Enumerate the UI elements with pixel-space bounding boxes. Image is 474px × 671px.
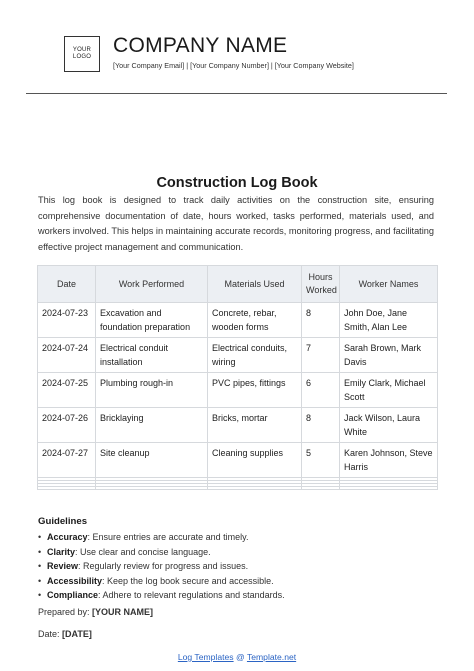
table-header-row (38, 266, 438, 303)
cell-date: 2024-07-25 (38, 373, 96, 408)
table-row (38, 443, 438, 478)
footer-attribution (0, 652, 474, 662)
cell-work-performed: Excavation and foundation preparation (96, 303, 208, 338)
date-line (38, 629, 92, 639)
column-header-worker-names: Worker Names (340, 266, 438, 303)
guideline-term: Review (47, 561, 79, 572)
cell-hours-worked: 6 (302, 373, 340, 408)
cell-date: 2024-07-26 (38, 408, 96, 443)
cell-date: 2024-07-27 (38, 443, 96, 478)
cell-worker-names: Karen Johnson, Steve Harris (340, 443, 438, 478)
guideline-text: : Adhere to relevant regulations and standards. (98, 590, 285, 601)
cell-worker-names: Sarah Brown, Mark Davis (340, 338, 438, 373)
intro-paragraph: This log book is designed to track daily activities on the construction site, ensuring comprehensive documentation of date, hours worked, tasks performed, materials used, and workers involved. This helps in maintaining accurate records, monitoring progress, and facilitating effective project management and communication. (38, 195, 434, 252)
guideline-term: Clarity (47, 546, 76, 557)
cell-materials-used: Electrical conduits, wiring (208, 338, 302, 373)
bullet-icon: • (38, 575, 42, 586)
date-value: [DATE] (62, 629, 92, 639)
empty-table-row (38, 487, 438, 490)
logo-text-line1: YOUR (72, 47, 92, 53)
cell-work-performed: Site cleanup (96, 443, 208, 478)
guideline-text: : Regularly review for progress and issues. (78, 561, 249, 572)
prepared-by-line (38, 607, 153, 617)
list-item (38, 530, 285, 545)
cell-materials-used: Cleaning supplies (208, 443, 302, 478)
footer-separator: @ (233, 652, 247, 662)
guideline-term: Accuracy (47, 532, 88, 542)
guidelines-heading: Guidelines (38, 516, 88, 527)
guideline-term: Compliance (47, 590, 99, 601)
guidelines-list (38, 530, 285, 603)
cell-work-performed: Electrical conduit installation (96, 338, 208, 373)
cell-date: 2024-07-23 (38, 303, 96, 338)
list-item (38, 545, 285, 560)
column-header-date: Date (38, 266, 96, 303)
construction-log-table (37, 265, 438, 490)
cell-materials-used: Bricks, mortar (208, 408, 302, 443)
template-net-link[interactable]: Template.net (246, 652, 297, 662)
prepared-by-label: Prepared by: (38, 607, 90, 617)
table-row (38, 303, 438, 338)
bullet-icon: • (38, 532, 42, 542)
list-item (38, 588, 285, 603)
guideline-text: : Use clear and concise language. (75, 546, 211, 557)
cell-hours-worked: 8 (302, 303, 340, 338)
cell-work-performed: Bricklaying (96, 408, 208, 443)
cell-hours-worked: 8 (302, 408, 340, 443)
bullet-icon: • (38, 546, 42, 557)
date-label: Date: (38, 629, 60, 639)
guideline-text: : Ensure entries are accurate and timely. (87, 532, 249, 542)
list-item (38, 559, 285, 574)
column-header-hours-worked: Hours Worked (302, 266, 340, 303)
cell-hours-worked: 7 (302, 338, 340, 373)
cell-date: 2024-07-24 (38, 338, 96, 373)
cell-worker-names: Jack Wilson, Laura White (340, 408, 438, 443)
table-row (38, 373, 438, 408)
table-row (38, 408, 438, 443)
cell-materials-used: Concrete, rebar, wooden forms (208, 303, 302, 338)
cell-worker-names: Emily Clark, Michael Scott (340, 373, 438, 408)
list-item (38, 574, 285, 589)
cell-worker-names: John Doe, Jane Smith, Alan Lee (340, 303, 438, 338)
company-name: COMPANY NAME (113, 34, 288, 57)
document-title: Construction Log Book (156, 175, 318, 191)
guideline-term: Accessibility (47, 575, 103, 586)
header-divider (26, 93, 447, 94)
cell-materials-used: PVC pipes, fittings (208, 373, 302, 408)
cell-hours-worked: 5 (302, 443, 340, 478)
table-row (38, 338, 438, 373)
company-contact-line: [Your Company Email] | [Your Company Number] | [Your Company Website] (113, 61, 354, 70)
column-header-work-performed: Work Performed (96, 266, 208, 303)
company-logo (64, 36, 100, 72)
bullet-icon: • (38, 590, 42, 601)
cell-work-performed: Plumbing rough-in (96, 373, 208, 408)
bullet-icon: • (38, 561, 42, 572)
column-header-materials-used: Materials Used (208, 266, 302, 303)
guideline-text: : Keep the log book secure and accessible. (102, 575, 274, 586)
log-templates-link[interactable]: Log Templates (177, 652, 234, 662)
logo-text-line2: LOGO (72, 54, 92, 60)
prepared-by-value: [YOUR NAME] (92, 607, 154, 617)
